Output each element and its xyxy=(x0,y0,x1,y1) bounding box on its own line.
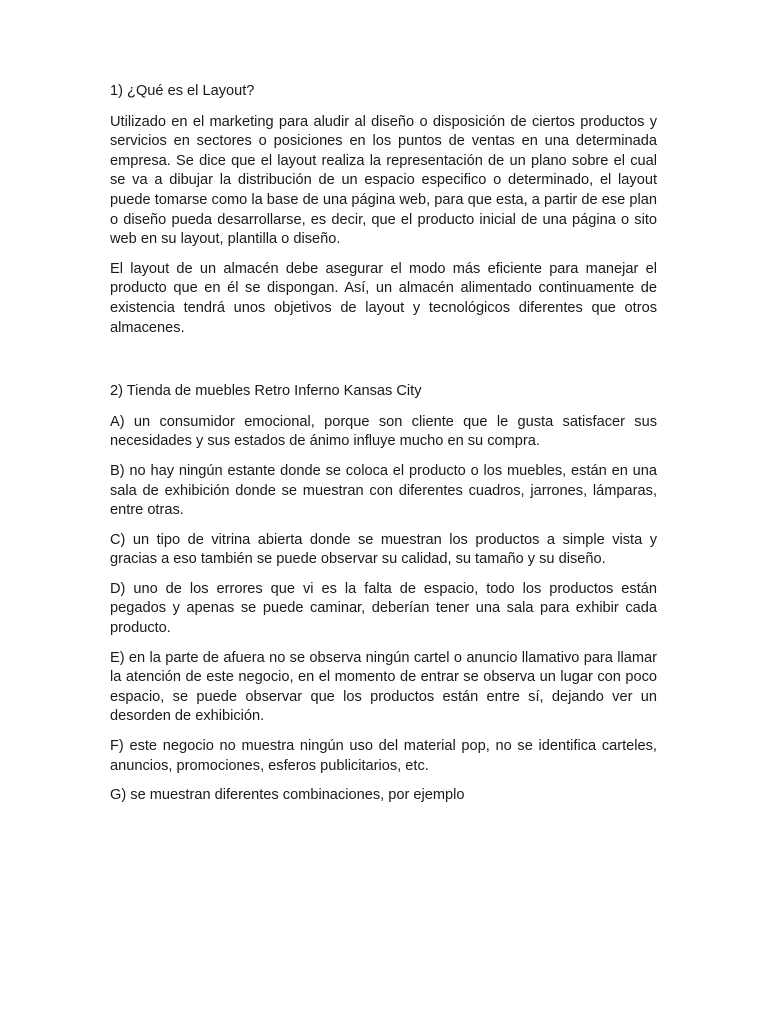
item-f: F) este negocio no muestra ningún uso del material pop, no se identifica carteles, anuncios, promociones, esferos publicitarios, etc. xyxy=(110,738,657,774)
item-d: D) uno de los errores que vi es la falta de espacio, todo los productos están pegados y apenas se puede caminar, deberían tener una sala para exhibir cada producto. xyxy=(110,580,657,637)
section-1-paragraph-1: Utilizado en el marketing para aludir al diseño o disposición de ciertos productos y servicios en sectores o posiciones en los puntos de ventas en una determinada empresa. Se dice que el layout realiza la representación de un plano sobre el cual se va a dibujar la distribución de un espacio especifico o determinado, el layout puede tomarse como la base de una página web, para que esta, a partir de ese plan o diseño pueda desarrollarse, es decir, que el producto inicial de una página o sito web en su layout, plantilla o diseño. xyxy=(110,113,657,248)
section-1-paragraph-2: El layout de un almacén debe asegurar el modo más eficiente para manejar el producto que en él se dispongan. Así, un almacén alimentado continuamente de existencia tendrá unos objetivos de layout y tecnológicos diferentes que otros almacenes. xyxy=(110,260,657,336)
section-2-heading: 2) Tienda de muebles Retro Inferno Kansas City xyxy=(110,383,422,400)
item-g: G) se muestran diferentes combinaciones, por ejemplo xyxy=(110,787,465,804)
item-e: E) en la parte de afuera no se observa ningún cartel o anuncio llamativo para llamar la atención de este negocio, en el momento de entrar se observa un lugar con poco espacio, se puede observar que los productos están entre sí, dejando ver un desorden de exhibición. xyxy=(110,649,657,725)
item-c: C) un tipo de vitrina abierta donde se muestran los productos a simple vista y gracias a eso también se puede observar su calidad, su tamaño y su diseño. xyxy=(110,531,657,568)
item-b: B) no hay ningún estante donde se coloca el producto o los muebles, están en una sala de exhibición donde se muestran con diferentes cuadros, jarrones, lámparas, entre otras. xyxy=(110,462,657,519)
section-spacer xyxy=(110,348,657,382)
item-a: A) un consumidor emocional, porque son cliente que le gusta satisfacer sus necesidades y sus estados de ánimo influye mucho en su compra. xyxy=(110,413,657,450)
document-body xyxy=(110,82,657,816)
section-1-heading: 1) ¿Qué es el Layout? xyxy=(110,83,255,99)
